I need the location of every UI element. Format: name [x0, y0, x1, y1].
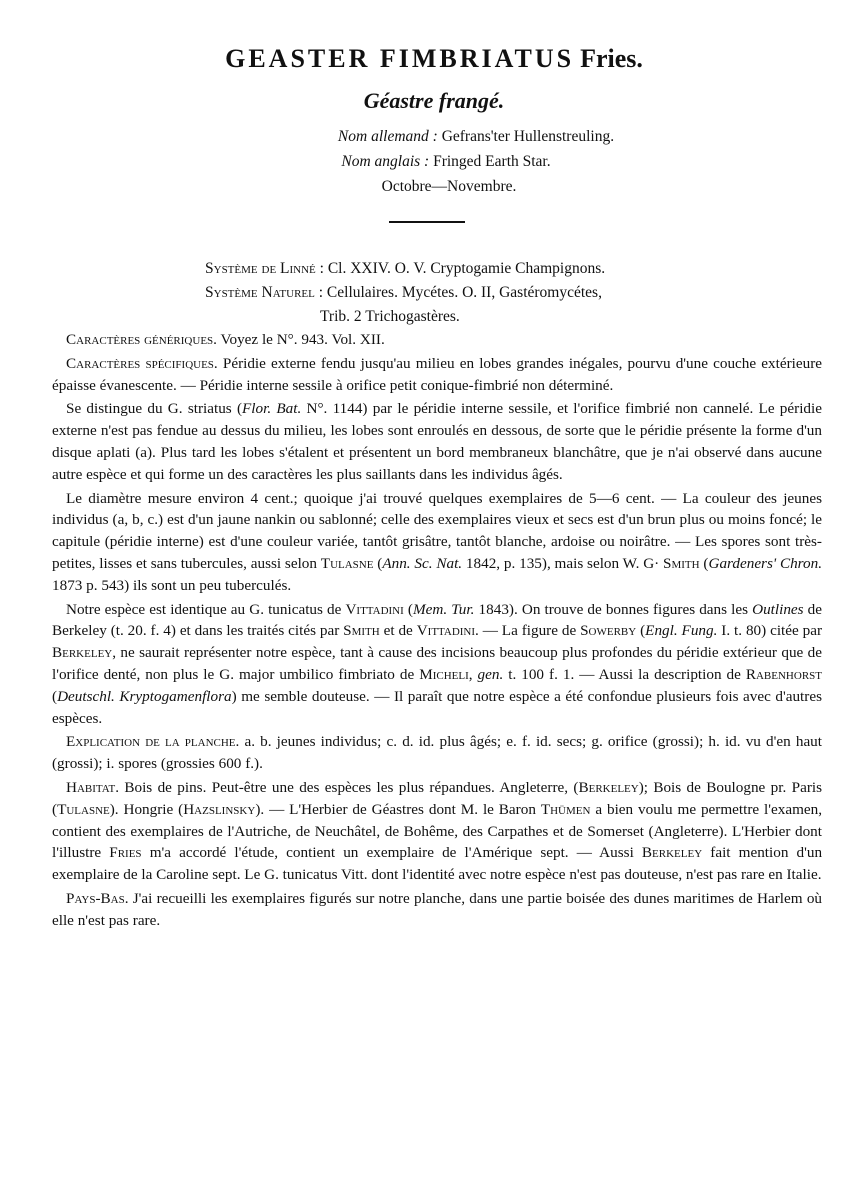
german-name: Gefrans'ter Hullenstreuling. — [441, 128, 615, 145]
text-run: fait mention d'un exemplaire de la Caroline sept. Le G. tunicatus Vitt. dont l'identité avec notre espèce n'est pas douteuse, n'est pas rare en Italie. — [52, 844, 823, 884]
netherlands-text: J'ai recueilli les exemplaires figurés sur notre planche, dans une partie boisée des dunes maritimes de Harlem où elle n'est pas rare. — [52, 889, 823, 929]
english-name: Fringed Earth Star. — [433, 153, 551, 170]
species-author: Fries. — [580, 44, 643, 73]
author-name: Vittadini — [345, 600, 404, 618]
author-name: Berkeley — [578, 778, 639, 796]
english-label: Nom anglais : — [341, 153, 430, 170]
plate-text: a. b. jeunes individus; c. d. id. plus âgés; e. f. id. secs; g. orifice (grossi); h. id. vu d'en haut (grossi); i. spores (grossies 600 f.). — [52, 733, 822, 773]
divider-rule — [389, 221, 465, 223]
text-run: 1842, p. 135), mais selon W. G· — [465, 554, 660, 572]
author-name: Smith — [343, 622, 380, 640]
reference-citation: Flor. Bat. — [242, 400, 302, 418]
text-run: ). — L'Herbier de Géastres dont M. le Baron — [255, 800, 536, 818]
naturel-label: Système Naturel : — [205, 284, 324, 301]
french-name: Géastre frangé. — [363, 88, 505, 113]
text-run: 1873 p. 543) ils sont un peu tuberculés. — [52, 576, 292, 594]
synonymy-paragraph — [52, 599, 822, 730]
text-run: m'a accordé l'étude, contient un exemplaire de l'Amérique sept. — Aussi — [149, 844, 634, 862]
naturel-text: Cellulaires. Mycétes. O. II, Gastéromycétes, — [326, 284, 602, 301]
text-run: ( — [640, 622, 646, 640]
species-title — [0, 44, 868, 74]
text-run: et de — [383, 622, 413, 640]
reference-citation: Gardeners' Chron. — [708, 554, 822, 572]
distinction-paragraph — [52, 398, 822, 485]
description-body — [52, 329, 822, 934]
text-run: N°. 1144) par le péridie interne sessile, et l'orifice fimbrié non cannelé. Le péridie externe n'est pas fendue au dessus du milieu, les lobes sont enroulés en dessous, de sorte que le péridie présente la forme d'un disque aplati (a). Plus tard les lobes s'étalent et présentent un bord membraneux blanchâtre, que je n'ai observé dans aucune autre espèce et qui forme un des caractères les plus saillants dans les individus âgés. — [52, 400, 822, 483]
text-run: ( — [52, 687, 58, 705]
text-run: ). Hongrie ( — [109, 800, 184, 818]
author-name: Berkeley, — [52, 644, 117, 662]
natural-system-line — [205, 281, 605, 305]
author-name: Micheli, — [419, 665, 473, 683]
english-name-line — [0, 149, 868, 174]
measurements-paragraph — [52, 488, 822, 597]
author-name: Berkeley — [641, 844, 703, 862]
author-name: Tulasne — [320, 554, 374, 572]
text-run: Bois de pins. Peut-être une des espèces les plus répandues. Angleterre, ( — [124, 778, 579, 796]
plate-explanation-paragraph — [52, 731, 822, 775]
author-name: Hazslinsky — [183, 800, 256, 818]
text-run: a bien voulu me permettre l'examen, contient des exemplaires de l'Autriche, de Neuchâtel, de Bohême, des Carpathes et de Somerset (Angleterre). L'Herbier dont l'illustre — [52, 800, 823, 862]
text-run: 1843). On trouve de bonnes figures dans les — [478, 600, 749, 618]
reference-citation: Deutschl. Kryptogamenflora — [57, 687, 232, 705]
text-run: ne saurait représenter notre espèce, tant à cause des incisions beaucoup plus profondes du péridie extérieur que de l'orifice denté, non plus le G. major umbilico fimbriato de — [52, 644, 822, 683]
author-name: Sowerby — [580, 622, 637, 640]
text-run: I. t. 80) citée par — [721, 622, 823, 640]
season: Octobre—Novembre. — [381, 178, 517, 195]
german-name-line — [0, 124, 868, 149]
linne-label: Système de Linné : — [205, 260, 324, 277]
text-run: Le diamètre mesure environ 4 cent.; quoique j'ai trouvé quelques exemplaires de 5—6 cent. — La couleur des jeunes individus (a, b, c.) est d'un jaune nankin ou sablonné; celle des exemplaires vieux et secs est d'un brun plus ou moins foncé; le capitule (péridie interne) est d'une couleur variée, tantôt grisâtre, tantôt blanche, ardoise ou noirâtre. — Les spores sont très-petites, lisses et sans tubercules, aussi selon — [52, 489, 822, 572]
text-run: ( — [377, 554, 383, 572]
classification — [205, 257, 605, 329]
author-name: Fries — [109, 844, 142, 862]
author-name: Rabenhorst — [745, 665, 822, 683]
text-run: ); Bois de Boulogne pr. Paris ( — [52, 778, 823, 818]
habitat-paragraph — [52, 777, 822, 886]
author-name: Thümen — [540, 800, 591, 818]
habitat-label: Habitat. — [66, 778, 119, 796]
reference-citation: Ann. Sc. Nat. — [382, 554, 463, 572]
netherlands-paragraph — [52, 888, 822, 932]
text-run: de Berkeley (t. 20. f. 4) et dans les traités cités par — [52, 600, 823, 640]
generic-text: Voyez le N°. 943. Vol. XII. — [220, 331, 385, 348]
reference-citation: gen. — [477, 665, 504, 683]
text-run: — La figure de — [482, 622, 577, 640]
species-name: GEASTER FIMBRIATUS — [225, 44, 575, 73]
reference-citation: Engl. Fung. — [645, 622, 718, 640]
german-label: Nom allemand : — [337, 128, 438, 145]
linne-text: Cl. XXIV. O. V. Cryptogamie Champignons. — [327, 260, 606, 277]
text-run: t. 100 f. 1. — Aussi la description de — [508, 665, 741, 683]
reference-citation: Outlines — [752, 600, 804, 618]
author-name: Smith — [663, 554, 700, 572]
author-name: Vittadini. — [416, 622, 479, 640]
netherlands-label: Pays-Bas. — [66, 889, 129, 907]
specific-characters-paragraph — [52, 353, 822, 397]
common-names — [0, 124, 868, 199]
reference-citation: Mem. Tur. — [412, 600, 475, 618]
generic-label: Caractères génériques. — [66, 331, 217, 348]
specific-label: Caractères spécifiques. — [66, 354, 218, 372]
text-run: Se distingue du G. striatus ( — [66, 400, 243, 418]
author-name: Tulasne — [57, 800, 110, 818]
text-run: Notre espèce est identique au G. tunicatus de — [66, 600, 342, 618]
linne-system-line — [205, 257, 605, 281]
text-run: ( — [407, 600, 413, 618]
generic-characters-paragraph — [52, 329, 822, 351]
specific-text: Péridie externe fendu jusqu'au milieu en lobes grandes inégales, pourvu d'une couche extérieure épaisse évanescente. — Péridie interne sessile à orifice petit conique-fimbrié non déterminé. — [52, 354, 822, 394]
trib-line: Trib. 2 Trichogastères. — [320, 308, 460, 325]
text-run: ( — [703, 554, 709, 572]
text-run: ) me semble douteuse. — Il paraît que notre espèce a été confondue plusieurs fois avec d'autres espèces. — [52, 687, 822, 727]
plate-label: Explication de la planche. — [66, 733, 240, 751]
